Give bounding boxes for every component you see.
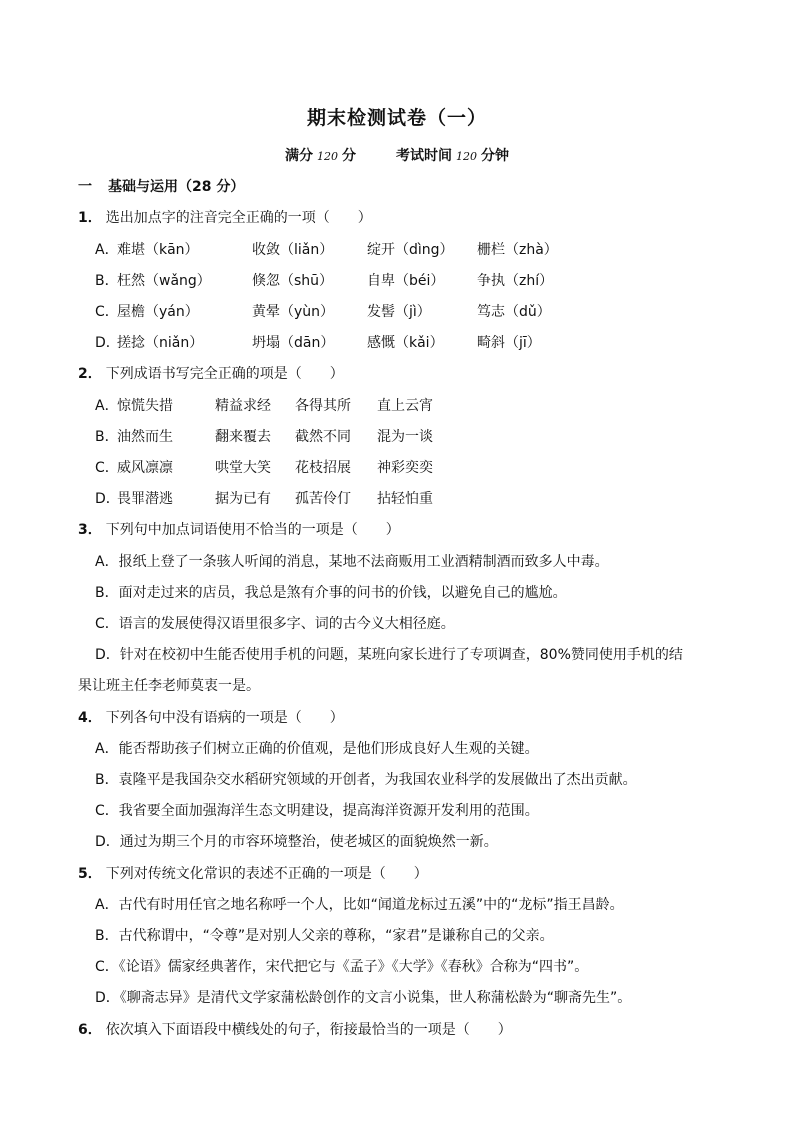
option-item: 花枝招展 [295, 460, 351, 476]
q2-option-d [95, 488, 487, 508]
question-text: 选出加点字的注音完全正确的一项（ ） [105, 210, 372, 226]
option-item: 笃志（dǔ） [477, 304, 551, 320]
question-number: 3． [78, 522, 102, 538]
option-item: 黄晕（yùn） [252, 304, 335, 320]
option-item: 自卑（béi） [367, 273, 445, 289]
option-item: 据为已有 [215, 491, 271, 507]
q5-option-d: D．《聊斋志异》是清代文学家蒲松龄创作的文言小说集，世人称蒲松龄为“聊斋先生”。 [95, 990, 632, 1006]
q2-option-c [95, 457, 487, 477]
question-text: 下列对传统文化常识的表述不正确的一项是（ ） [105, 866, 428, 882]
option-item: 拈轻怕重 [377, 491, 433, 507]
q4-option-b: B．袁隆平是我国杂交水稻研究领域的开创者，为我国农业科学的发展做出了杰出贡献。 [95, 772, 637, 788]
q3-option-c: C．语言的发展使得汉语里很多字、词的古今义大相径庭。 [95, 616, 455, 632]
question-4 [78, 707, 344, 727]
question-number: 4． [78, 710, 102, 726]
option-item: 威风凛凛 [117, 460, 173, 476]
question-text: 依次填入下面语段中横线处的句子，衔接最恰当的一项是（ ） [105, 1022, 512, 1038]
option-item: 收敛（liǎn） [252, 242, 334, 258]
time-label: 考试时间 [396, 148, 452, 164]
option-label: B． [95, 273, 119, 289]
q1-option-b [95, 270, 587, 290]
question-number: 6． [78, 1022, 102, 1038]
option-label: C． [95, 304, 119, 320]
option-item: 争执（zhí） [477, 273, 554, 289]
option-item: 畸斜（jī） [477, 335, 541, 351]
question-2 [78, 363, 344, 383]
exam-info [0, 145, 794, 165]
option-item: 各得其所 [295, 398, 351, 414]
question-3 [78, 519, 400, 539]
question-number: 1． [78, 210, 102, 226]
option-item: 孤苦伶仃 [295, 491, 351, 507]
option-item: 混为一谈 [377, 429, 433, 445]
option-item: 倏忽（shū） [252, 273, 334, 289]
section-number: 一 [78, 179, 92, 195]
section-heading [78, 176, 244, 196]
option-label: D． [95, 335, 120, 351]
option-item: 屋檐（yán） [117, 304, 199, 320]
question-6 [78, 1019, 512, 1039]
q5-option-a: A．古代有时用任官之地名称呼一个人，比如“闻道龙标过五溪”中的“龙标”指王昌龄。 [95, 897, 624, 913]
q3-option-d: D．针对在校初中生能否使用手机的问题，某班向家长进行了专项调查，80%赞同使用手机的结 [95, 647, 683, 663]
option-label: A． [95, 242, 119, 258]
option-item: 神彩奕奕 [377, 460, 433, 476]
q3-option-b: B．面对走过来的店员，我总是煞有介事的问书的价钱，以避免自己的尴尬。 [95, 585, 567, 601]
time-value: 120 [456, 150, 477, 163]
option-label: D． [95, 491, 120, 507]
option-item: 惊慌失措 [117, 398, 173, 414]
score-unit: 分 [342, 148, 356, 164]
time-unit: 分钟 [481, 148, 509, 164]
option-label: C． [95, 460, 119, 476]
question-1 [78, 207, 372, 227]
option-item: 直上云宵 [377, 398, 433, 414]
question-number: 2． [78, 366, 102, 382]
option-item: 栅栏（zhà） [477, 242, 558, 258]
q2-option-a [95, 395, 487, 415]
option-item: 截然不同 [295, 429, 351, 445]
option-item: 畏罪潜逃 [117, 491, 173, 507]
option-item: 枉然（wǎng） [117, 273, 211, 289]
q3-option-a: A．报纸上登了一条骇人听闻的消息，某地不法商贩用工业酒精制酒而致多人中毒。 [95, 554, 609, 570]
q4-option-d: D．通过为期三个月的市容环境整治，使老城区的面貌焕然一新。 [95, 834, 498, 850]
option-item: 难堪（kān） [117, 242, 199, 258]
option-item: 绽开（dìng） [367, 242, 454, 258]
q3-option-d-continued: 果让班主任李老师莫衷一是。 [78, 678, 260, 694]
score-label: 满分 [285, 148, 313, 164]
q1-option-d [95, 332, 587, 352]
question-text: 下列各句中没有语病的一项是（ ） [105, 710, 344, 726]
q2-option-b [95, 426, 487, 446]
option-item: 油然而生 [117, 429, 173, 445]
q4-option-a: A．能否帮助孩子们树立正确的价值观，是他们形成良好人生观的关键。 [95, 741, 539, 757]
section-title: 基础与运用（28 分） [108, 179, 245, 195]
option-item: 翻来覆去 [215, 429, 271, 445]
question-text: 下列句中加点词语使用不恰当的一项是（ ） [105, 522, 400, 538]
q5-option-c: C．《论语》儒家经典著作，宋代把它与《孟子》《大学》《春秋》合称为“四书”。 [95, 959, 589, 975]
q5-option-b: B．古代称谓中，“令尊”是对别人父亲的尊称，“家君”是谦称自己的父亲。 [95, 928, 554, 944]
q1-option-c [95, 301, 587, 321]
option-item: 发髻（jì） [367, 304, 431, 320]
question-number: 5． [78, 866, 102, 882]
q4-option-c: C．我省要全面加强海洋生态文明建设，提高海洋资源开发利用的范围。 [95, 803, 539, 819]
option-item: 搓捻（niǎn） [117, 335, 204, 351]
option-item: 感慨（kǎi） [367, 335, 444, 351]
score-value: 120 [317, 150, 338, 163]
option-label: A． [95, 398, 119, 414]
option-label: B． [95, 429, 119, 445]
option-item: 哄堂大笑 [215, 460, 271, 476]
page-title: 期末检测试卷（一） [306, 107, 487, 129]
question-5 [78, 863, 428, 883]
question-text: 下列成语书写完全正确的项是（ ） [105, 366, 344, 382]
option-item: 精益求经 [215, 398, 271, 414]
q1-option-a [95, 239, 587, 259]
option-item: 坍塌（dān） [252, 335, 335, 351]
